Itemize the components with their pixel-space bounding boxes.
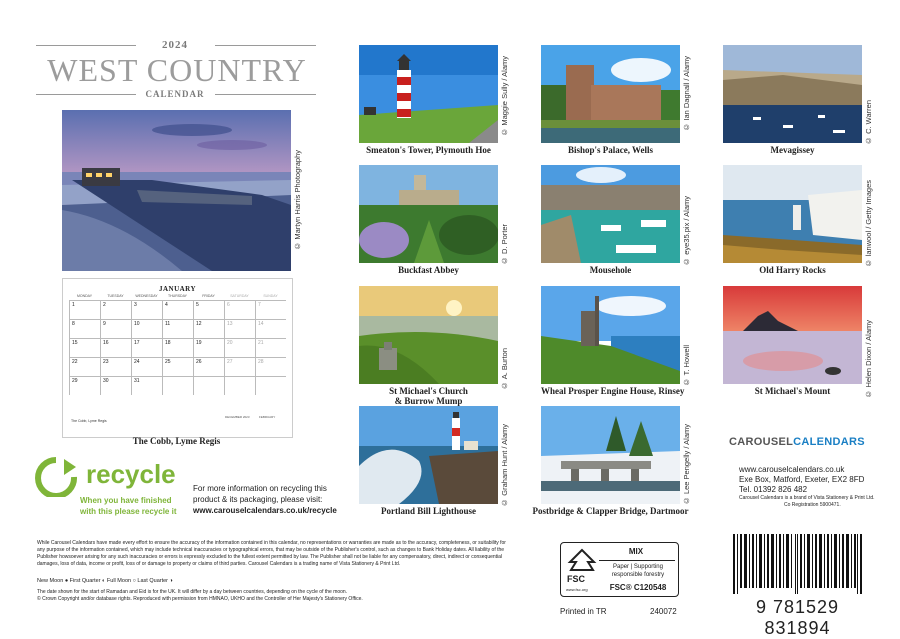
calendar-day: 26 <box>193 357 224 376</box>
header-rule-left-bottom <box>36 94 136 95</box>
photo-caption: Old Harry Rocks <box>759 265 826 275</box>
photo-credit: © C. Warren <box>864 100 873 145</box>
weekday-label: TUESDAY <box>107 294 124 298</box>
photo-credit: © Lee Pengelly / Alamy <box>682 424 691 506</box>
fsc-line1: Paper | Supporting <box>613 564 663 570</box>
photo-mevagissey <box>723 45 862 143</box>
publisher-tel: Tel. 01392 826 482 <box>739 485 808 494</box>
publisher-address: Exe Box, Matford, Exeter, EX2 8FD <box>739 475 865 484</box>
fsc-label <box>560 542 679 597</box>
photo-caption: Buckfast Abbey <box>398 265 459 275</box>
photo-caption: Postbridge & Clapper Bridge, Dartmoor <box>532 506 689 516</box>
calendar-day: 22 <box>69 357 100 376</box>
calendar-day: 1 <box>69 300 100 319</box>
photo-caption: Portland Bill Lighthouse <box>380 506 477 516</box>
photo-caption: Bishop's Palace, Wells <box>567 145 654 155</box>
weekday-label: MONDAY <box>76 294 93 298</box>
photo-caption-line1: St Michael's Church <box>389 386 468 396</box>
fsc-site: www.fsc.org <box>566 587 588 592</box>
photo-caption: Mevagissey <box>770 145 815 155</box>
photo-credit: © Graham Hunt / Alamy <box>500 424 509 507</box>
photo-credit: © D. Porter <box>500 224 509 266</box>
calendar-day: 8 <box>69 319 100 338</box>
photo-image <box>541 406 680 504</box>
barcode-number: 9 781529 831894 <box>755 597 840 638</box>
header-rule-right-bottom <box>215 94 316 95</box>
calendar-day: 3 <box>131 300 162 319</box>
photo-caption: Smeaton's Tower, Plymouth Hoe <box>366 145 491 155</box>
calendar-day: 4 <box>162 300 193 319</box>
calendar-week <box>69 319 286 338</box>
calendar-day: 20 <box>224 338 255 357</box>
recycle-url[interactable]: www.carouselcalendars.co.uk/recycle <box>193 506 337 515</box>
calendar-day: 2 <box>100 300 131 319</box>
photo-credit: © lanwool / Getty Images <box>864 180 873 268</box>
calendar-day: 10 <box>131 319 162 338</box>
photo-postbridge <box>541 406 680 504</box>
calendar-title: WEST COUNTRY <box>47 52 307 88</box>
photo-mousehole <box>541 165 680 263</box>
calendar-week <box>69 338 286 357</box>
calendar-week <box>69 376 286 395</box>
recycle-info-line2: product & its packaging, please visit: <box>193 495 323 504</box>
cover-photo-image <box>62 110 291 271</box>
cover-caption: The Cobb, Lyme Regis <box>132 436 221 446</box>
photo-image <box>359 286 498 384</box>
calendar-day: 9 <box>100 319 131 338</box>
photo-image <box>541 286 680 384</box>
calendar-day: 28 <box>255 357 286 376</box>
photo-caption: Mousehole <box>589 265 632 275</box>
calendar-day: 11 <box>162 319 193 338</box>
photo-caption: St Michael's Mount <box>754 386 831 396</box>
fsc-code: FSC® C120548 <box>609 583 667 592</box>
calendar-day: 25 <box>162 357 193 376</box>
photo-wheal-prosper <box>541 286 680 384</box>
mini-calendar-next: FEBRUARY <box>259 415 276 419</box>
photo-credit: © eye35.pix / Alamy <box>682 196 691 266</box>
cover-photo <box>62 110 291 271</box>
weekday-label: FRIDAY <box>202 294 215 298</box>
cover-photo-credit: © Martyn Harris Photography <box>293 150 302 251</box>
calendar-day: 19 <box>193 338 224 357</box>
recycle-icon <box>34 457 78 497</box>
calendar-day: 14 <box>255 319 286 338</box>
publisher-brand-note: Carousel Calendars is a brand of Vista Stationery & Print Ltd. <box>739 495 875 501</box>
mini-calendar-prev: DECEMBER 2023 <box>225 415 250 419</box>
photo-credit: © Ian Dagnall / Alamy <box>682 56 691 132</box>
photo-credit: © A. Burton <box>500 348 509 390</box>
photo-bishops-palace <box>541 45 680 143</box>
fsc-divider <box>599 560 675 561</box>
calendar-day: 18 <box>162 338 193 357</box>
fsc-logo-text: FSC <box>567 574 585 584</box>
fsc-line2: responsible forestry <box>611 572 665 578</box>
barcode-image <box>733 534 862 594</box>
moon-phase-legend: New Moon ● First Quarter ◐ Full Moon ○ Last Quarter ◑ <box>37 578 173 584</box>
header-rule-right <box>215 45 316 46</box>
carousel-logo <box>729 436 865 448</box>
photo-burrow-mump <box>359 286 498 384</box>
calendar-week <box>69 300 286 319</box>
publisher-website[interactable]: www.carouselcalendars.co.uk <box>739 465 845 474</box>
weekday-label: SUNDAY <box>263 294 278 298</box>
calendar-day: 21 <box>255 338 286 357</box>
recycle-info-line1: For more information on recycling this <box>193 484 327 493</box>
photo-image <box>359 165 498 263</box>
photo-image <box>723 165 862 263</box>
calendar-day <box>193 376 224 395</box>
calendar-day: 23 <box>100 357 131 376</box>
photo-caption: Wheal Prosper Engine House, Rinsey <box>541 386 685 396</box>
weekday-label: SATURDAY <box>230 294 249 298</box>
crown-copyright: © Crown Copyright and/or database rights. Reproduced with permission from HMNAO, UKHO and the Controller of Her Majesty's Stationery Office. <box>37 596 363 602</box>
publisher-registration: Co Registration 5900471. <box>784 502 841 508</box>
photo-image <box>723 286 862 384</box>
calendar-day <box>255 376 286 395</box>
photo-smeatons-tower <box>359 45 498 143</box>
calendar-grid <box>69 293 286 395</box>
calendar-day: 27 <box>224 357 255 376</box>
photo-st-michaels-mount <box>723 286 862 384</box>
calendar-day: 16 <box>100 338 131 357</box>
photo-image <box>359 45 498 143</box>
photo-credit: © Helen Dixon / Alamy <box>864 320 873 399</box>
photo-image <box>541 45 680 143</box>
calendar-day: 29 <box>69 376 100 395</box>
ramadan-note: The date shown for the start of Ramadan and Eid is for the UK. It will differ by a day between countries, depending on the cycle of the moon. <box>37 589 348 595</box>
calendar-day <box>162 376 193 395</box>
calendar-day: 6 <box>224 300 255 319</box>
calendar-month-title: JANUARY <box>158 285 197 293</box>
photo-image <box>723 45 862 143</box>
photo-old-harry-rocks <box>723 165 862 263</box>
product-code: 240072 <box>650 607 677 616</box>
photo-image <box>541 165 680 263</box>
weekday-label: WEDNESDAY <box>135 294 158 298</box>
photo-buckfast-abbey <box>359 165 498 263</box>
calendar-day: 24 <box>131 357 162 376</box>
calendar-day: 12 <box>193 319 224 338</box>
calendar-day: 7 <box>255 300 286 319</box>
recycle-line2: with this please recycle it <box>80 507 177 516</box>
fsc-mix: MIX <box>628 547 644 556</box>
photo-image <box>359 406 498 504</box>
calendar-day: 30 <box>100 376 131 395</box>
weekday-label: THURSDAY <box>168 294 187 298</box>
photo-credit: © T. Howell <box>682 345 691 387</box>
photo-portland-bill <box>359 406 498 504</box>
printed-in: Printed in TR <box>560 607 607 616</box>
recycle-line1: When you have finished <box>80 496 172 505</box>
calendar-day: 17 <box>131 338 162 357</box>
calendar-subtitle: CALENDAR <box>145 89 205 99</box>
calendar-day <box>224 376 255 395</box>
tree-check-icon <box>567 548 597 574</box>
recycle-heading: recycle <box>86 459 176 489</box>
logo-word-calendars: CALENDARS <box>793 436 865 448</box>
calendar-footer-caption: The Cobb, Lyme Regis <box>71 419 107 423</box>
calendar-day: 31 <box>131 376 162 395</box>
photo-caption-line2: & Burrow Mump <box>394 396 463 406</box>
disclaimer-text: While Carousel Calendars have made every effort to ensure the accuracy of the information contained in this calendar, no representations or warranties are made as to the accuracy, completeness, or suitability for any purpose of the information contained, which may include technical inaccuracies or typographical errors, that may be outside of the Publisher's control, such as changes to Bank Holiday dates. All liability of the Publisher howsoever arising for any such inaccuracies or errors is expressly excluded to the fullest extent permitted by law. The Publisher shall not be liable for any compensatory, direct, indirect or consequential damages, loss of data, income or profit, loss of or damage to property or claims of third parties. Carousel Calendars is a trading name of Vista Stationery & Print Ltd. <box>37 540 506 567</box>
photo-credit: © Maggie Sully / Alamy <box>500 56 509 137</box>
calendar-week <box>69 357 286 376</box>
calendar-day: 13 <box>224 319 255 338</box>
calendar-weekday-header <box>69 293 286 300</box>
calendar-month-preview <box>62 278 293 438</box>
calendar-day: 15 <box>69 338 100 357</box>
calendar-day: 5 <box>193 300 224 319</box>
calendar-year: 2024 <box>162 39 188 51</box>
logo-word-carousel: CAROUSEL <box>729 436 794 448</box>
header-rule-left <box>36 45 136 46</box>
